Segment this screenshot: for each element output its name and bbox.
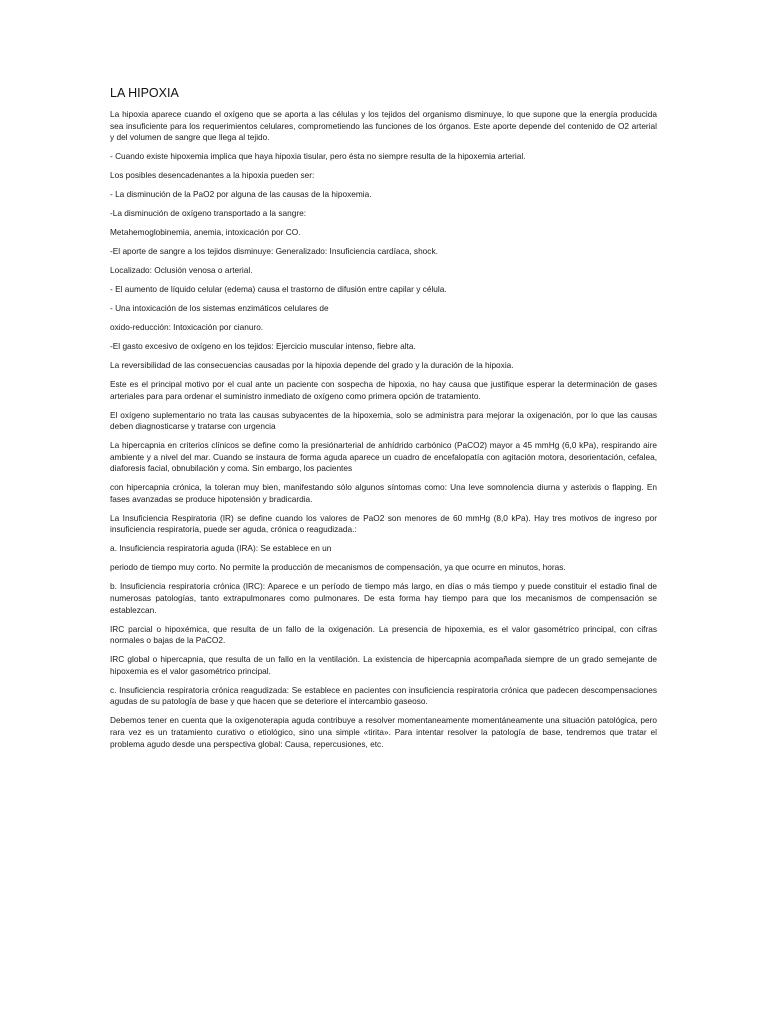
paragraph: - Una intoxicación de los sistemas enzimáticos celulares de (110, 303, 329, 314)
paragraph: Este es el principal motivo por el cual ante un paciente con sospecha de hipoxia, no hay causa que justifique esperar la determinación de gases arteriales para para ordenar el suministro inmediato de oxígeno como primera opción de tratamiento. (110, 378, 657, 401)
paragraph: con hipercapnia crónica, la toleran muy bien, manifestando sólo algunos síntomas como: Una leve somnolencia diurna y asterixis o flapping. En fases avanzadas se produce hipotensión y bradicardia. (110, 482, 657, 504)
paragraph: -El aporte de sangre a los tejidos disminuye: Generalizado: Insuficiencia cardíaca, shock. (110, 246, 438, 257)
paragraph: a. Insuficiencia respiratoria aguda (IRA): Se establece en un (110, 543, 332, 554)
paragraph: -La disminución de oxígeno transportado a la sangre: (110, 208, 307, 219)
paragraph: El oxígeno suplementario no trata las causas subyacentes de la hipoxemia, solo se administra para mejorar la oxigenación, por lo que las causas deben diagnosticarse y tratarse con urgencia (110, 409, 657, 432)
paragraph: Los posibles desencadenantes a la hipoxia pueden ser: (110, 170, 315, 181)
paragraph: La reversibilidad de las consecuencias causadas por la hipoxia depende del grado y la duración de la hipoxia. (110, 360, 514, 370)
document-page (110, 86, 657, 758)
paragraph: La Insuficiencia Respiratoria (IR) se define cuando los valores de PaO2 son menores de 60 mmHg (8,0 kPa). Hay tres motivos de ingreso por insuficiencia respiratoria, puede ser aguda, crónica o reagudizada.: (110, 512, 657, 535)
paragraph: La hipercapnia en criterios clínicos se define como la presiónarterial de anhídrido carbónico (PaCO2) mayor a 45 mmHg (6,0 kPa), respirando aire ambiente y a nivel del mar. Cuando se instaura de forma aguda aparece un cuadro de encefalopatía con agitación motora, desorientación, cefalea, diaforesis facial, obnubilación y coma. Sin embargo, los pacientes (110, 440, 657, 474)
document-body (110, 109, 657, 750)
paragraph: Metahemoglobinemia, anemia, intoxicación por CO. (110, 227, 301, 238)
paragraph: - La disminución de la PaO2 por alguna de las causas de la hipoxemia. (110, 189, 372, 200)
paragraph: - El aumento de líquido celular (edema) causa el trastorno de difusión entre capilar y célula. (110, 284, 447, 295)
paragraph: La hipoxia aparece cuando el oxígeno que se aporta a las células y los tejidos del organismo disminuye, lo que supone que la energía producida sea insuficiente para los requerimientos celulares, comprometiendo las funciones de los órganos. Este aporte depende del contenido de O2 arterial y del volumen de sangre que llega al tejido. (110, 109, 657, 143)
paragraph: c. Insuficiencia respiratoria crónica reagudizada: Se establece en pacientes con insuficiencia respiratoria crónica que padecen descompensaciones agudas de su patología de base y que hacen que se deteriore el intercambio gaseoso. (110, 684, 657, 707)
paragraph: Debemos tener en cuenta que la oxigenoterapia aguda contribuye a resolver momentaneamente momentáneamente una situación patológica, pero rara vez es un tratamiento curativo o etiológico, sino una simple «tirita». Para intentar resolver la patología de base, tendremos que tratar el problema agudo desde una perspectiva global: Causa, repercusiones, etc. (110, 715, 657, 749)
paragraph: oxido-reducción: Intoxicación por cianuro. (110, 322, 264, 333)
paragraph: IRC parcial o hipoxémica, que resulta de un fallo de la oxigenación. La presencia de hipoxemia, es el valor gasométrico principal, con cifras normales o bajas de la PaCO2. (110, 623, 657, 646)
paragraph: periodo de tiempo muy corto. No permite la producción de mecanismos de compensación, ya que ocurre en minutos, horas. (110, 562, 566, 573)
paragraph: -El gasto excesivo de oxígeno en los tejidos: Ejercicio muscular intenso, fiebre alta. (110, 341, 416, 352)
paragraph: b. Insuficiencia respiratoria crónica (IRC): Aparece e un período de tiempo más largo, en días o más tiempo y puede constituir el estadio final de numerosas patologías, tanto extrapulmonares como pulmonares. De esta forma hay tiempo para que los mecanismos de compensación se establezcan. (110, 581, 657, 615)
paragraph: Localizado: Oclusión venosa o arterial. (110, 265, 253, 276)
paragraph: - Cuando existe hipoxemia implica que haya hipoxia tisular, pero ésta no siempre resulta de la hipoxemia arterial. (110, 151, 526, 162)
document-title: LA HIPOXIA (110, 86, 179, 100)
paragraph: IRC global o hipercapnia, que resulta de un fallo en la ventilación. La existencia de hipercapnia acompañada siempre de un grado semejante de hipoxemia es el valor gasométrico principal. (110, 654, 657, 676)
